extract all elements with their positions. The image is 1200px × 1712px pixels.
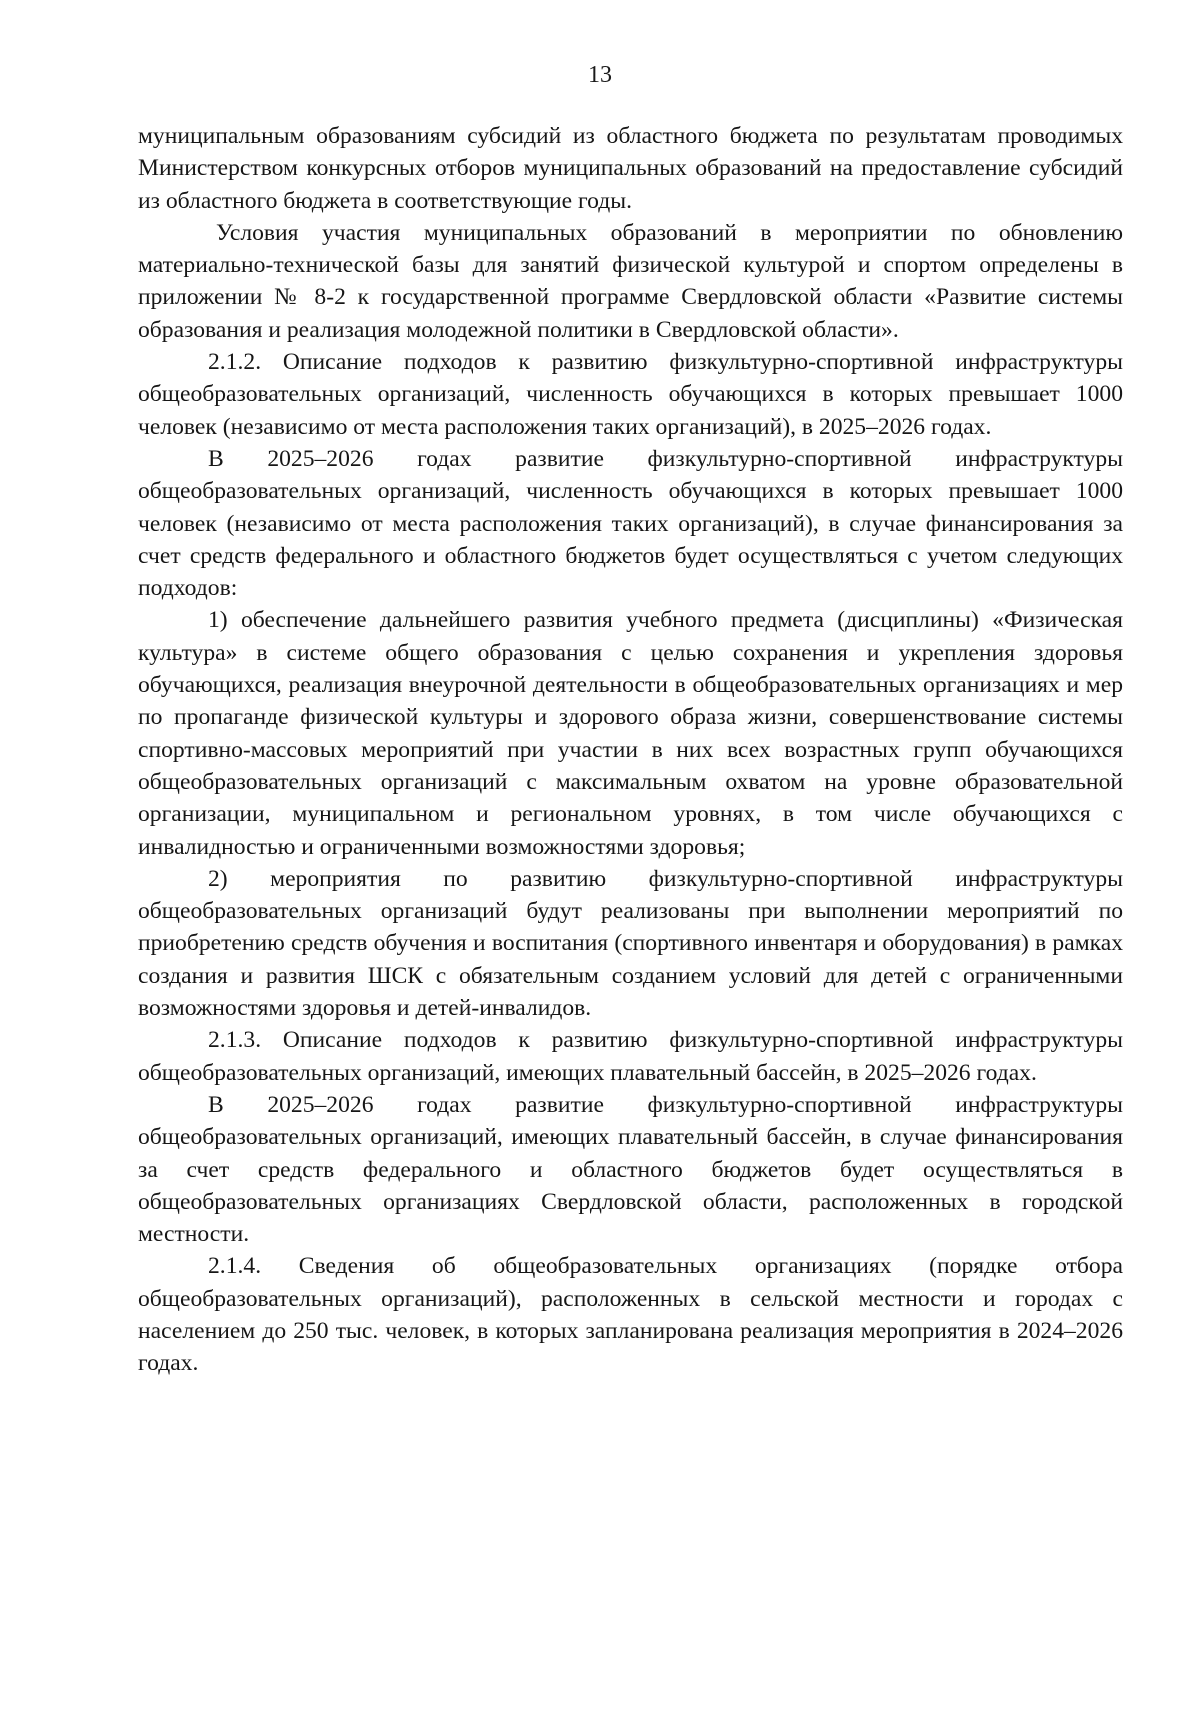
- list-item-2: 2) мероприятия по развитию физкультурно-спортивной инфраструктуры общеобразовательных организаций будут реализованы при выполнении мероприятий по приобретению средств обучения и воспитания (спортивного инвентаря и оборудования) в рамках создания и развития ШСК с обязательным созданием условий для детей с ограниченными возможностями здоровья и детей-инвалидов.: [138, 865, 1123, 1022]
- paragraph-approaches-intro: В 2025–2026 годах развитие физкультурно-спортивной инфраструктуры общеобразовательных организаций, численность обучающихся в которых превышает 1000 человек (независимо от места расположения таких организаций), в случае финансирования за счет средств федерального и областного бюджетов будет осуществляться с учетом следующих подходов:: [138, 445, 1123, 602]
- list-item-1: 1) обеспечение дальнейшего развития учебного предмета (дисциплины) «Физическая культура» в системе общего образования с целью сохранения и укрепления здоровья обучающихся, реализация внеурочной деятельности в общеобразовательных организациях и мер по пропаганде физической культуры и здорового образа жизни, совершенствование системы спортивно-массовых мероприятий при участии в них всех возрастных групп обучающихся общеобразовательных организаций с максимальным охватом на уровне образовательной организации, муниципальном и региональном уровнях, в том числе обучающихся с инвалидностью и ограниченными возможностями здоровья;: [138, 607, 1123, 860]
- paragraph-subsidies-continuation: муниципальным образованиям субсидий из областного бюджета по результатам проводимых Министерством конкурсных отборов муниципальных образований на предоставление субсидий из областного бюджета в соответствующие годы.: [138, 123, 1123, 214]
- document-body: [138, 120, 1123, 1380]
- section-heading-2-1-2: 2.1.2. Описание подходов к развитию физкультурно-спортивной инфраструктуры общеобразовательных организаций, численность обучающихся в которых превышает 1000 человек (независимо от места расположения таких организаций), в 2025–2026 годах.: [138, 349, 1123, 440]
- page-number: 13: [588, 62, 612, 88]
- paragraph-swimming-pool: В 2025–2026 годах развитие физкультурно-спортивной инфраструктуры общеобразовательных организаций, имеющих плавательный бассейн, в случае финансирования за счет средств федерального и областного бюджетов будет осуществляться в общеобразовательных организациях Свердловской области, расположенных в городской местности.: [138, 1091, 1123, 1248]
- section-heading-2-1-3: 2.1.3. Описание подходов к развитию физкультурно-спортивной инфраструктуры общеобразовательных организаций, имеющих плавательный бассейн, в 2025–2026 годах.: [138, 1027, 1123, 1086]
- section-heading-2-1-4: 2.1.4. Сведения об общеобразовательных организациях (порядке отбора общеобразовательных организаций), расположенных в сельской местности и городах с населением до 250 тыс. человек, в которых запланирована реализация мероприятия в 2024–2026 годах.: [138, 1253, 1123, 1377]
- paragraph-participation-conditions: Условия участия муниципальных образований в мероприятии по обновлению материально-технической базы для занятий физической культурой и спортом определены в приложении № 8-2 к государственной программе Свердловской области «Развитие системы образования и реализация молодежной политики в Свердловской области».: [138, 219, 1123, 343]
